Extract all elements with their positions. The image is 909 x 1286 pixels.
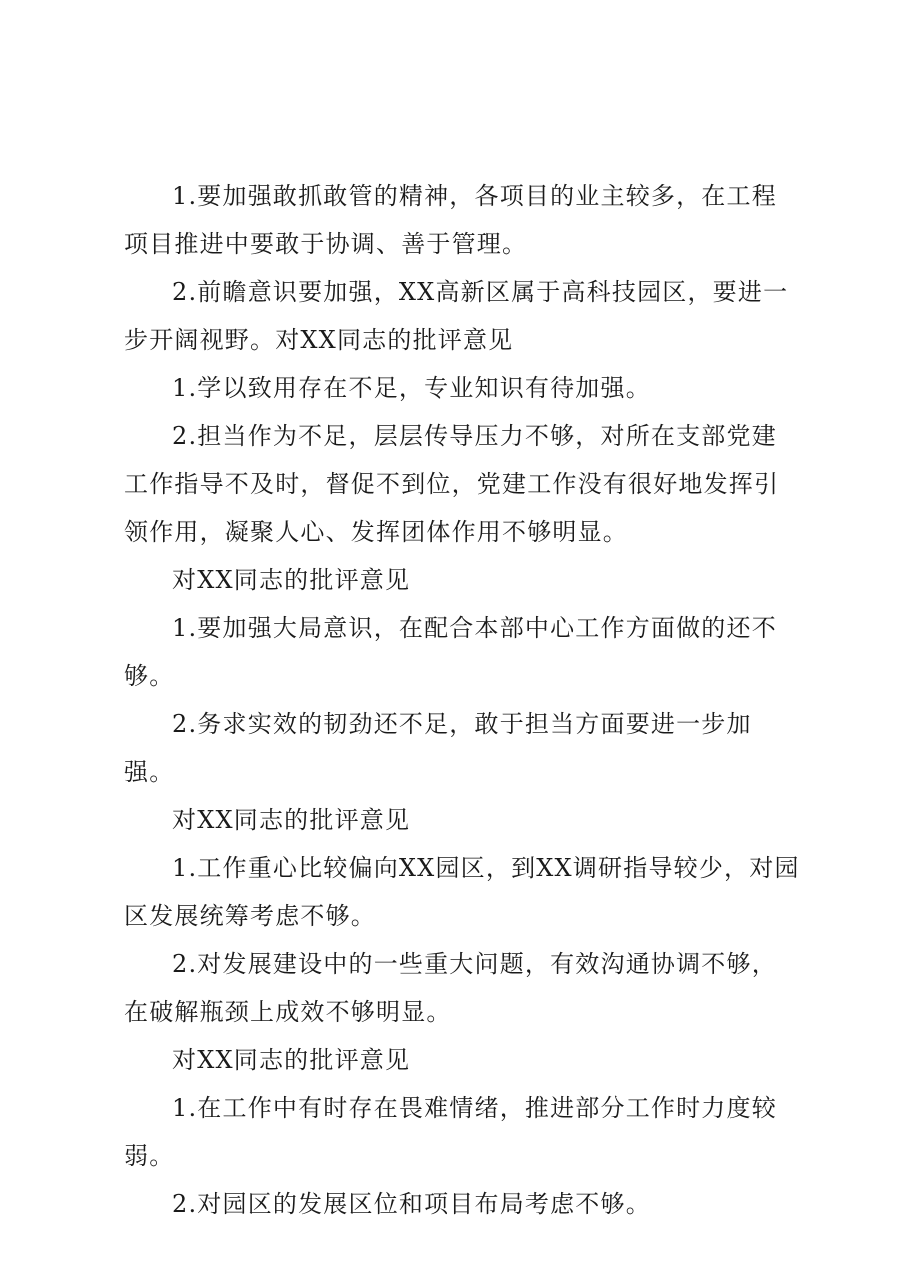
paragraph-12: 1.在工作中有时存在畏难情绪，推进部分工作时力度较弱。 — [124, 1094, 777, 1170]
paragraph-4: 2.担当作为不足，层层传导压力不够，对所在支部党建工作指导不及时，督促不到位，党建工作没有很好地发挥引领作用，凝聚人心、发挥团体作用不够明显。 — [124, 422, 780, 546]
paragraph-10: 2.对发展建设中的一些重大问题，有效沟通协调不够，在破解瓶颈上成效不够明显。 — [124, 950, 777, 1026]
paragraph-9: 1.工作重心比较偏向XX园区，到XX调研指导较少，对园区发展统筹考虑不够。 — [124, 854, 800, 930]
document-body — [124, 172, 800, 1228]
section-heading-1: 对XX同志的批评意见 — [172, 566, 411, 594]
paragraph-2: 2.前瞻意识要加强，XX高新区属于高科技园区，要进一步开阔视野。对XX同志的批评意见 — [124, 278, 789, 354]
paragraph-6: 1.要加强大局意识，在配合本部中心工作方面做的还不够。 — [124, 614, 777, 690]
paragraph-1: 1.要加强敢抓敢管的精神，各项目的业主较多，在工程项目推进中要敢于协调、善于管理。 — [124, 182, 777, 258]
section-heading-2: 对XX同志的批评意见 — [172, 806, 411, 834]
paragraph-3: 1.学以致用存在不足，专业知识有待加强。 — [172, 374, 651, 402]
paragraph-7: 2.务求实效的韧劲还不足，敢于担当方面要进一步加强。 — [124, 710, 752, 786]
section-heading-3: 对XX同志的批评意见 — [172, 1046, 411, 1074]
paragraph-13: 2.对园区的发展区位和项目布局考虑不够。 — [172, 1190, 651, 1218]
